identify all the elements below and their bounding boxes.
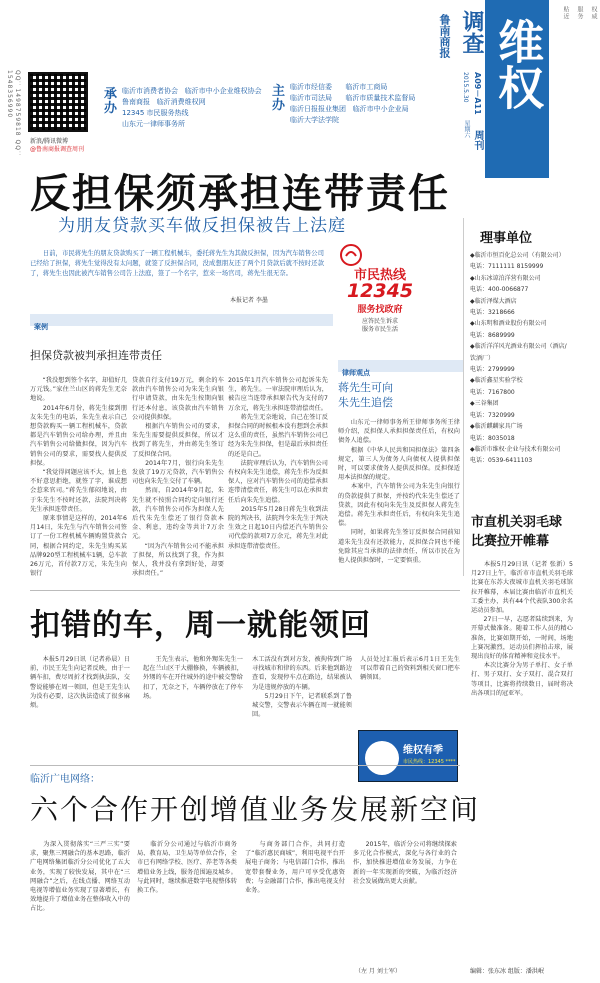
sponsor-item: 临沂市消费者协会 (122, 87, 178, 95)
article1-col2: 贷款自行支付19万元，剩余的车款由汽车销售公司为朱先生向银行申请贷款，由朱先生按期向银行还本付息，该贷款由汽车销售公司提供担保。 根据汽车销售公司的要求，朱先生需要提供反担保，所以才找到了蒋先生，并由蒋先生签订了反担保合同。 2014年7月，银行向朱先生发放了19万元贷款，汽车销售公司也向朱先生交付了车辆。 然而，自2014年9月起，朱先生就不按照合同约定向银行还款，汽车销售公司作为担保人先后代朱先生偿还了银行贷款本金、利息，违约金等共计7万余元。 “因为汽车销售公司不能承担了担保，所以找到了我，作为担保人，我并没有拿到好处，却要承担责任。” (132, 377, 224, 578)
hotline-line1: 应答民生诉求 (361, 318, 398, 325)
column-title: 维权 (491, 18, 545, 110)
case-bar (30, 314, 333, 331)
qr-code[interactable] (28, 72, 88, 132)
unit-line: 电话：3218666 (470, 309, 515, 317)
article1-headline: 反担保须承担连带责任 (30, 171, 450, 217)
article3-col4: 2015年，临沂分公司将继续探索多元化合作模式，深化与各行业的合作，加快推进增值业务发展，力争在新的一年实现新的突破，为临沂经济社会发展做出更大贡献。 (353, 841, 457, 885)
sponsor-item-yuanyi: 山东元一律师事务所 (122, 120, 185, 128)
qr-caption-2: @鲁南商报调查周刊 (30, 146, 85, 153)
unit-line: 电话：0539-6411103 (470, 457, 533, 465)
article2-col3: 木工活没有到对方发，被拘传到广场寻找城市和律的东西。后来他到路边查看，发现停车点在路边，结果被认为是违规停放的车辆。 5月29日下午，记者联系到了鲁城交警，交警表示车辆在周一就能领回。 (252, 656, 352, 719)
section-divider (30, 590, 460, 591)
qr-caption-1: 新浪/腾讯微博 (30, 138, 69, 145)
unit-line: ◆三谷集团 (470, 400, 499, 408)
masthead-block (485, 0, 549, 178)
zhu-ban-label: 主办 (272, 84, 286, 113)
unit-line: 电话：7167800 (470, 388, 515, 396)
case-label: 案例 (34, 323, 48, 331)
unit-line: 电话：400-0066877 (470, 286, 529, 294)
side-nav-item: 权威 (590, 6, 597, 20)
column-divider (463, 218, 464, 576)
sports-text: 本报5月29日讯（记者 张新）5月27日上午，临沂市市直机关羽毛球比赛在东苏大夜城市直机关羽毛球馆拉开帷幕，本届比赛由临沂市直机关工委主办，共有44个代表队300余名运动员参加。 27日一早，志愿者陆续到来，为开幕式做准备。随着工作人员的精心准备，比赛如期开始，一时间，场地上赛况激烈，运动员们挥拍击球，展现出良好的体育精神和竞技水平。 本次比赛分为男子单打、女子单打、男子双打、女子双打、混合双打等项目，比赛将持续数日，届时将决出各项目的冠亚军。 (471, 561, 573, 697)
unit-line: ◆山东明和酒业股份有限公司 (470, 320, 547, 328)
article2-col2: 王先生表示，他和外甥朱先生一起在兰山区干大棚修换，车辆被扣，外甥的车在开往城外的途中被交警给扣了，无奈之下，车辆停放在了停车场。 (143, 656, 243, 700)
unit-line: ◆临沂市维权·企业与技术有限公司 (470, 445, 561, 453)
masthead-weekly: 周刊 (472, 130, 483, 150)
side-nav-item: 服务 (576, 6, 583, 20)
zhu-ban-list (290, 82, 415, 126)
masthead (426, 10, 486, 175)
hotline-number[interactable]: 12345 (346, 280, 414, 302)
unit-line: 电话：8689999 (470, 331, 515, 339)
unit-line: 电话：2799999 (470, 366, 515, 374)
sponsor-item: 临沂日报报业集团 (290, 105, 346, 113)
masthead-weekday: 星期六 (463, 120, 470, 138)
unit-line: ◆山东冰谅泊洋营有限公司 (470, 274, 541, 282)
sponsor-item: 临沂消费维权网 (156, 98, 206, 106)
sponsor-item: 临沂市工商局 (345, 83, 388, 91)
cheng-ban-label: 承办 (104, 87, 118, 116)
masthead-section: 调查 (459, 10, 484, 54)
sponsor-item: 临沂市经信委 (290, 83, 332, 91)
article1-lead: 日前，市民蒋先生的朋友贷款购买了一辆工程机械车，委托蒋先生为其做反担保，因为汽车销售公司已经给了担保，蒋先生觉得没有太问题，就签了反担保合同，没成想朋友还了两个月贷款后就不按时还款了，蒋先生也因此被汽车销售公司告上法庭，签了一个名字，惹来一场官司，蒋先生很无奈。 (30, 249, 324, 277)
advert-logo-icon (365, 741, 399, 775)
lawyer-title: 蒋先生可向 朱先生追偿 (338, 381, 393, 409)
lawyer-label: 律师观点 (342, 369, 370, 377)
side-nav (558, 6, 600, 20)
unit-line: ◆临沂泽煤大酒店 (470, 297, 517, 305)
units-heading: 理事单位 (480, 231, 533, 246)
unit-line: ◆临沂麒麟家具广场 (470, 423, 523, 431)
sponsor-item: 临沂市中小企业维权协会 (184, 87, 262, 95)
unit-line: 电话：8035018 (470, 434, 515, 442)
article2-col1: 本报5月29日讯（记者孙晨）日前，市民王先生向记者反映，由于一辆车扣，费尽周折才找到执法队，交警说能够在周一领回，但是王先生认为没有必要，这次执法造成了很多麻烦。 (30, 656, 130, 710)
article1-subhead: 为朋友贷款买车做反担保被告上法庭 (58, 216, 346, 236)
article3-col1: 为深入贯彻落实“三严三实”要求，聚焦三网融合的基本思路，临沂广电网络集团临沂分公司优化了五大业务，实现了较快发展，其中在“三网融合”之后，在线点播、网络互动电视等增值业务实现了显著增长，有效地提升了增值业务在整体收入中的占比。 (30, 841, 130, 913)
article3-credit: （左 月 刘士军） (355, 968, 401, 975)
article1-col1: “我没想到签个名字，却值好几万元钱。”家住兰山区的蒋先生无奈地说。 2014年6月份，蒋先生接到朋友朱先生的电话，朱先生表示自己想贷款购买一辆工程机械车，贷款都是汽车销售公司给办理，并且由汽车销售公司给做担保，因为汽车销售公司的要求，需要找人提供反担保。 “我觉得问题应该不大，加上也不好意思拒绝，就签了字，谁成想会惹来官司。”蒋先生郁闷地说，由于朱先生不按时还款，法院判决蒋先生承担连带责任。 原来事情是这样的，2014年6月14日，朱先生与汽车销售公司签订了一份工程机械车辆购置贷款合同，根据合同约定，朱先生购买某品牌920型工程机械车1辆，总车款26万元，首付款7万元，朱先生向银行 (30, 377, 127, 578)
sponsor-item: 临沂大学法学院 (290, 116, 339, 124)
advert-box[interactable] (358, 730, 458, 782)
sponsor-item: 临沂市中小企业局 (352, 105, 409, 113)
lawyer-bar (338, 360, 463, 377)
side-nav-item: 贴近 (562, 6, 569, 20)
sponsor-item: 临沂市质量技术监督局 (345, 94, 416, 102)
cheng-ban-list (122, 86, 268, 119)
section-divider (30, 765, 460, 766)
masthead-pages: A09－A11 (473, 72, 482, 115)
advert-line2: 市民热线：12345 **** (403, 759, 456, 765)
article3-col3: 与商务部门合作，共同打造了“临沂惠民商城”，利用电视平台开展电子商务；与电信部门合作，推出宽带套餐业务，用户可享受优惠资费；与金融部门合作，推出电视支付业务。 (245, 841, 345, 895)
units-list (470, 250, 570, 467)
unit-line: 电话：7111111 8159999 (470, 263, 544, 271)
article1-col3: 2015年1月汽车销售公司起诉朱先生，蒋先生。一审法院审理后认为，被告应当连带承担原告代为支付的7万余元，蒋先生承担连带清偿责任。 蒋先生无奈地说，自己在签订反担保合同的时候根本没有想到会承担这么重的责任，虽然汽车销售公司已经为朱先生担保，但是最后承担责任的还是自己。 法院审理后认为，汽车销售公司有权向朱先生追偿，蒋先生作为反担保人，应对汽车销售公司的追偿承担连带清偿责任，蒋先生可以在承担责任后向朱先生追偿。 2015年5月28日蒋先生收到法院的判决书，法院判令朱先生于判决生效之日起10日内偿还汽车销售公司代偿的款项7万余元，蒋先生对此承担连带清偿责任。 (228, 377, 328, 550)
unit-line: 电话：7320999 (470, 411, 515, 419)
hotline-box (338, 244, 422, 336)
unit-line: ◆临沂鑫星实验学校 (470, 377, 523, 385)
article3-headline: 六个合作开创增值业务发展新空间 (30, 793, 481, 826)
masthead-date: 2015.5.30 (462, 72, 469, 103)
hotline-qq-vertical: QQ：1498759818 QQ：1548356990 (6, 70, 21, 158)
article2-headline: 扣错的车，周一就能领回 (30, 608, 371, 643)
article1-byline: 本报记者 李墨 (230, 297, 268, 304)
lawyer-text: 山东元一律师事务所王律师事务所王律师介绍，反担保人承担担保责任后，有权向债务人追偿。 根据《中华人民共和国担保法》第四条规定，第三人为债务人向债权人提供担保时，可以要求债务人提供反担保。反担保适用本法担保的规定。 本案中，汽车销售公司为朱先生向银行的贷款提供了担保，并按约代朱先生偿还了贷款，因此有权向朱先生及反担保人蒋先生追偿。蒋先生承担责任后，有权向朱先生追偿。 同时，如果蒋先生签订反担保合同前知道朱先生没有还款能力，反担保合同也不能免除其应当承担的法律责任，所以市民在为他人提供担保时，一定要慎重。 (338, 419, 460, 565)
sports-title: 市直机关羽毛球 比赛拉开帷幕 (471, 515, 563, 549)
sponsor-item: 临沂市司法局 (290, 94, 332, 102)
unit-line: ◆临沂市恒百化总公司（有限公司） (470, 252, 565, 259)
article3-col2: 临沂分公司通过与临沂市商务局、教育局、卫生局等单位合作，全市已有网络学校、医疗、养老等各类增值业务上线，服务范围遍及城乡。与此同时，继续推进数字电视整体转换工作。 (137, 841, 237, 895)
hotline-service: 服务找政府 (357, 305, 403, 315)
masthead-paper: 鲁南商报 (438, 14, 451, 58)
article2-col4: 人员处过汇报后表示6月1日王先生可以带着自己的资料到相关窗口把车辆领回。 (360, 656, 460, 682)
advert-line1: 维权有季 (403, 745, 443, 756)
sponsor-item: 鲁南商报 (122, 98, 150, 106)
sponsor-item: 12345 市民服务热线 (122, 109, 189, 117)
hotline-line2: 服务市民生活 (361, 326, 398, 333)
unit-line: ◆临沂洋洋风光酒业有限公司（酒店/饮酒厂） (470, 343, 567, 362)
hotline-logo-icon (340, 244, 362, 266)
hotline-title: 市民热线 (353, 268, 406, 283)
sports-credit: 编辑：张东冰 组版：潘洪岷 (470, 968, 544, 975)
article3-kicker: 临沂广电网络： (30, 774, 100, 785)
case-title: 担保贷款被判承担连带责任 (30, 349, 162, 362)
